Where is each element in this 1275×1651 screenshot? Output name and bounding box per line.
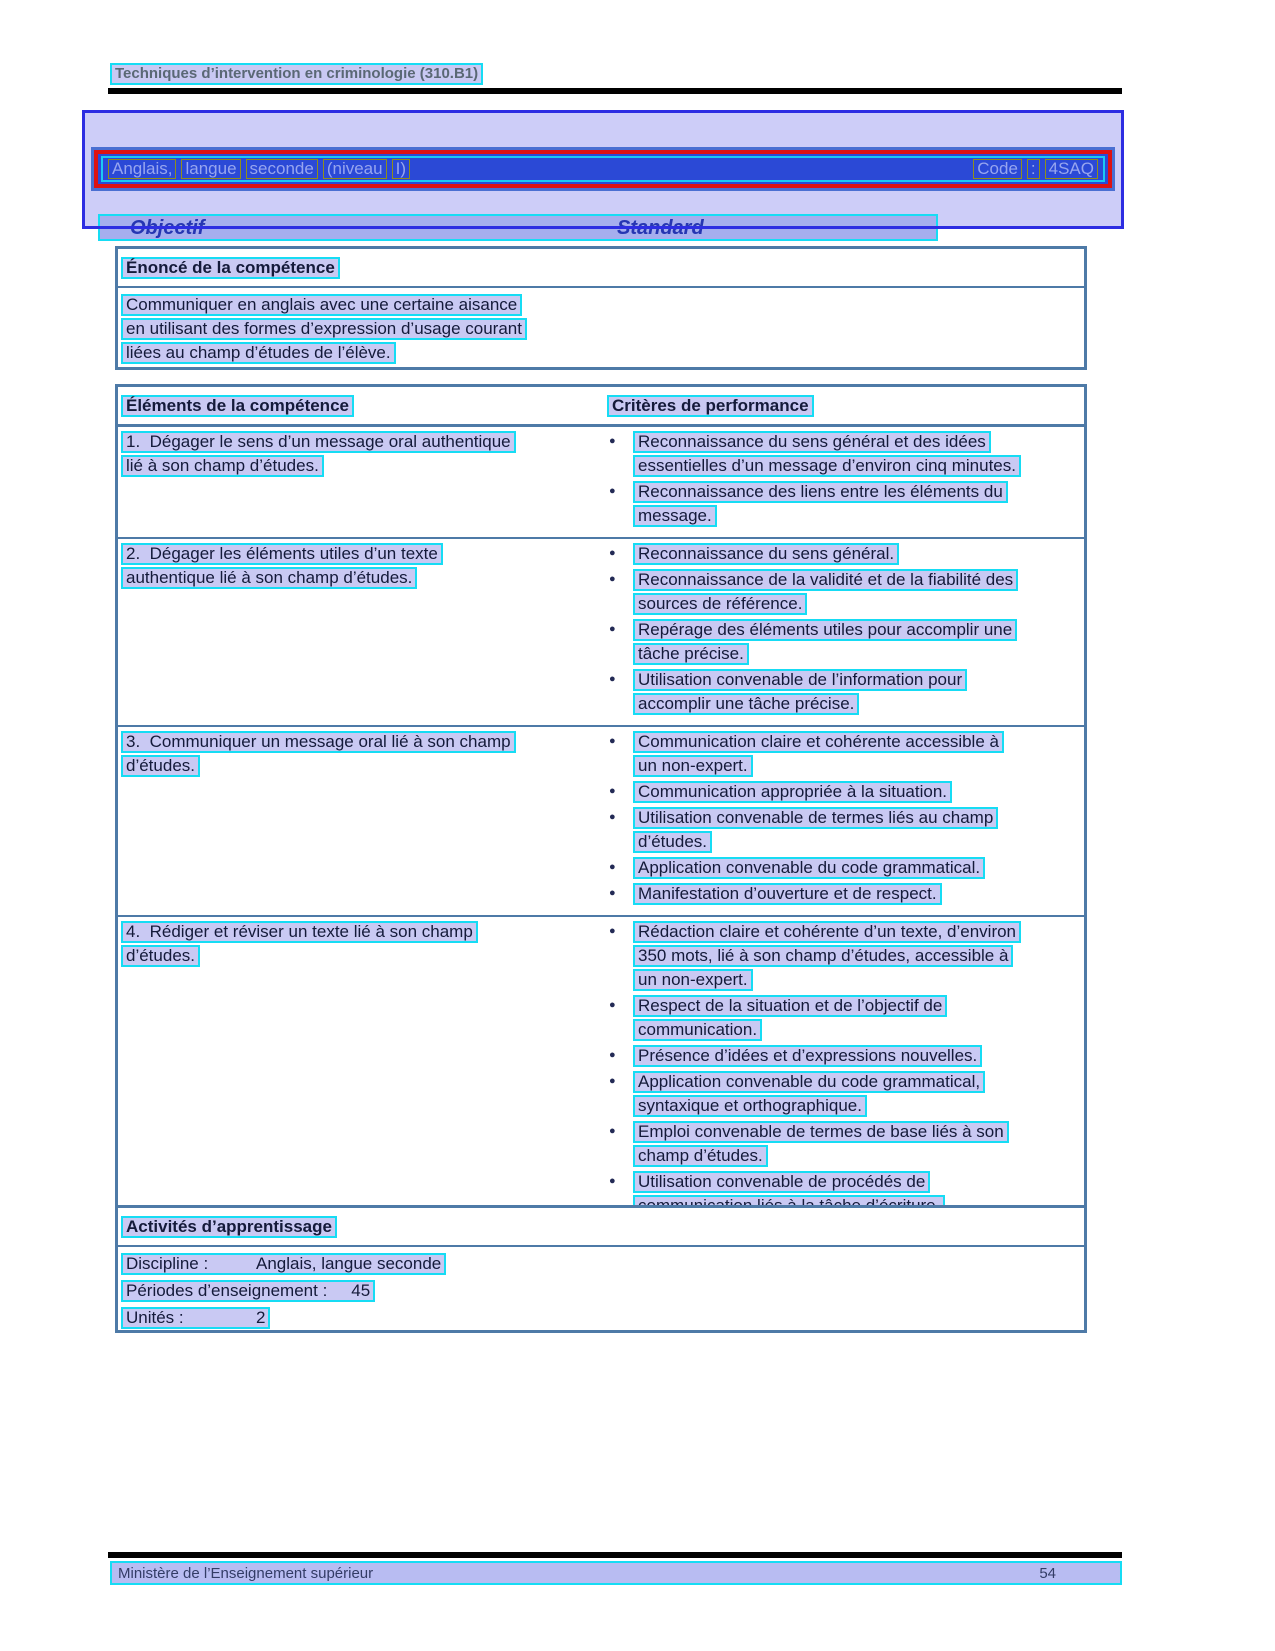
bullet-icon: ●: [609, 1175, 616, 1187]
bullet-icon: ●: [609, 861, 616, 873]
col-header-criteres: Critères de performance: [607, 395, 814, 417]
bullet-icon: ●: [609, 735, 616, 747]
criterion-item: [607, 781, 1081, 805]
activites-title: Activités d’apprentissage: [121, 1216, 337, 1238]
topbox-bottom-border: [82, 226, 1124, 229]
course-banner: [91, 147, 1115, 191]
table-row: [118, 539, 1084, 727]
banner-line-box: [101, 156, 1105, 182]
text-line: Communication appropriée à la situation.: [633, 781, 952, 803]
enonce-title: Énoncé de la compétence: [121, 257, 340, 279]
ocr-word-box: langue: [181, 159, 240, 179]
ocr-word-box: Anglais,: [108, 159, 176, 179]
field-label: Unités :: [126, 1308, 184, 1327]
annotation-red-box: [94, 150, 1112, 188]
field-value: 45: [351, 1281, 371, 1300]
text-line: Application convenable du code grammatical,: [633, 1071, 985, 1093]
text-line: champ d’études.: [633, 1145, 768, 1167]
bullet-icon: ●: [609, 811, 616, 823]
text-line: Respect de la situation et de l’objectif de: [633, 995, 947, 1017]
text-line: syntaxique et orthographique.: [633, 1095, 867, 1117]
activites-title-row: [118, 1208, 1084, 1247]
enonce-body: [118, 288, 1084, 372]
criteria-list: [607, 731, 1081, 907]
field-value: 2: [256, 1308, 266, 1327]
table-row: [118, 917, 1084, 1253]
text-line: Repérage des éléments utiles pour accomplir une: [633, 619, 1017, 641]
bullet-icon: ●: [609, 573, 616, 585]
text-line: d’études.: [121, 755, 200, 777]
text-line: communication.: [633, 1019, 762, 1041]
text-line: Communiquer en anglais avec une certaine aisance: [121, 294, 522, 316]
text-line: Manifestation d’ouverture et de respect.: [633, 883, 942, 905]
header-rule: [108, 88, 1122, 94]
criterion-item: [607, 857, 1081, 881]
text-line: accomplir une tâche précise.: [633, 693, 859, 715]
text-line: 3. Communiquer un message oral lié à son champ: [121, 731, 516, 753]
criteria-list: [607, 431, 1081, 529]
ocr-word-box: 4SAQ: [1045, 159, 1098, 179]
course-code: [973, 159, 1098, 179]
table-header-row: [118, 387, 1084, 427]
activites-panel: [115, 1205, 1087, 1333]
bullet-icon: ●: [609, 623, 616, 635]
criteria-cell: [607, 431, 1081, 531]
bullet-icon: ●: [609, 1049, 616, 1061]
text-line: Reconnaissance des liens entre les éléments du: [633, 481, 1008, 503]
table-row: [118, 727, 1084, 917]
criteria-cell: [607, 543, 1081, 719]
text-line: Utilisation convenable de procédés de: [633, 1171, 930, 1193]
col-header-elements: Éléments de la compétence: [121, 395, 354, 417]
text-line: Rédaction claire et cohérente d’un texte, d’environ: [633, 921, 1021, 943]
text-line: Présence d’idées et d’expressions nouvelles.: [633, 1045, 982, 1067]
text-line: un non-expert.: [633, 969, 753, 991]
field-label: Périodes d’enseignement :: [126, 1281, 328, 1300]
bullet-icon: ●: [609, 435, 616, 447]
text-line: d’études.: [121, 945, 200, 967]
criterion-item: [607, 619, 1081, 667]
text-line: authentique lié à son champ d’études.: [121, 567, 417, 589]
field-unites: [121, 1307, 1081, 1329]
table-row: [118, 427, 1084, 539]
criterion-item: [607, 543, 1081, 567]
text-line: Utilisation convenable de l’information pour: [633, 669, 967, 691]
text-line: tâche précise.: [633, 643, 749, 665]
criteria-cell: [607, 921, 1081, 1247]
text-line: Reconnaissance du sens général.: [633, 543, 899, 565]
text-line: Utilisation convenable de termes liés au champ: [633, 807, 998, 829]
text-line: liées au champ d’études de l’élève.: [121, 342, 396, 364]
text-line: sources de référence.: [633, 593, 807, 615]
col-header-criteres-cell: [607, 395, 1081, 417]
criterion-item: [607, 669, 1081, 717]
field-discipline: [121, 1253, 1081, 1275]
competence-table: [115, 384, 1087, 1256]
criterion-item: [607, 431, 1081, 479]
header-title: Techniques d’intervention en criminologie (310.B1): [110, 63, 483, 85]
bullet-icon: ●: [609, 999, 616, 1011]
ocr-word-box: Code: [973, 159, 1022, 179]
footer-rule: [108, 1552, 1122, 1558]
footer: [110, 1561, 1122, 1585]
text-line: 350 mots, lié à son champ d’études, accessible à: [633, 945, 1013, 967]
text-line: d’études.: [633, 831, 712, 853]
text-line: Communication claire et cohérente accessible à: [633, 731, 1004, 753]
bullet-icon: ●: [609, 485, 616, 497]
bullet-icon: ●: [609, 887, 616, 899]
element-text: [121, 731, 607, 909]
criterion-item: [607, 921, 1081, 993]
bullet-icon: ●: [609, 1075, 616, 1087]
criterion-item: [607, 481, 1081, 529]
text-line: Reconnaissance du sens général et des idées: [633, 431, 991, 453]
document-header: [110, 63, 483, 85]
text-line: en utilisant des formes d’expression d’usage courant: [121, 318, 527, 340]
element-text: [121, 921, 607, 1247]
bullet-icon: ●: [609, 1125, 616, 1137]
ocr-word-box: (niveau: [323, 159, 387, 179]
enonce-title-row: [118, 249, 1084, 288]
criterion-item: [607, 883, 1081, 907]
text-line: Emploi convenable de termes de base liés à son: [633, 1121, 1009, 1143]
criterion-item: [607, 569, 1081, 617]
field-label: Discipline :: [126, 1254, 209, 1273]
text-line: 1. Dégager le sens d’un message oral authentique: [121, 431, 516, 453]
ocr-word-box: :: [1027, 159, 1040, 179]
criterion-item: [607, 1045, 1081, 1069]
ocr-word-box: seconde: [246, 159, 318, 179]
bullet-icon: ●: [609, 785, 616, 797]
text-line: message.: [633, 505, 717, 527]
text-line: un non-expert.: [633, 755, 753, 777]
text-line: essentielles d’un message d’environ cinq minutes.: [633, 455, 1021, 477]
element-text: [121, 543, 607, 719]
activites-body: [118, 1247, 1084, 1340]
criterion-item: [607, 1121, 1081, 1169]
text-line: lié à son champ d’études.: [121, 455, 324, 477]
course-title: [108, 159, 410, 179]
footer-text: Ministère de l’Enseignement supérieur: [118, 1564, 374, 1582]
text-line: Reconnaissance de la validité et de la fiabilité des: [633, 569, 1018, 591]
text-line: 2. Dégager les éléments utiles d’un texte: [121, 543, 443, 565]
enonce-panel: [115, 246, 1087, 370]
col-header-elements-cell: [121, 395, 607, 417]
criterion-item: [607, 807, 1081, 855]
course-header-box: [82, 110, 1124, 229]
criteria-cell: [607, 731, 1081, 909]
text-line: Application convenable du code grammatical.: [633, 857, 985, 879]
criterion-item: [607, 731, 1081, 779]
criterion-item: [607, 995, 1081, 1043]
criteria-list: [607, 543, 1081, 717]
criteria-list: [607, 921, 1081, 1245]
page-number: 54: [1039, 1564, 1056, 1582]
element-text: [121, 431, 607, 531]
field-value: Anglais, langue seconde: [256, 1254, 442, 1273]
bullet-icon: ●: [609, 673, 616, 685]
bullet-icon: ●: [609, 925, 616, 937]
field-periodes: [121, 1280, 1081, 1302]
criterion-item: [607, 1071, 1081, 1119]
text-line: 4. Rédiger et réviser un texte lié à son champ: [121, 921, 478, 943]
ocr-word-box: I): [392, 159, 410, 179]
bullet-icon: ●: [609, 547, 616, 559]
